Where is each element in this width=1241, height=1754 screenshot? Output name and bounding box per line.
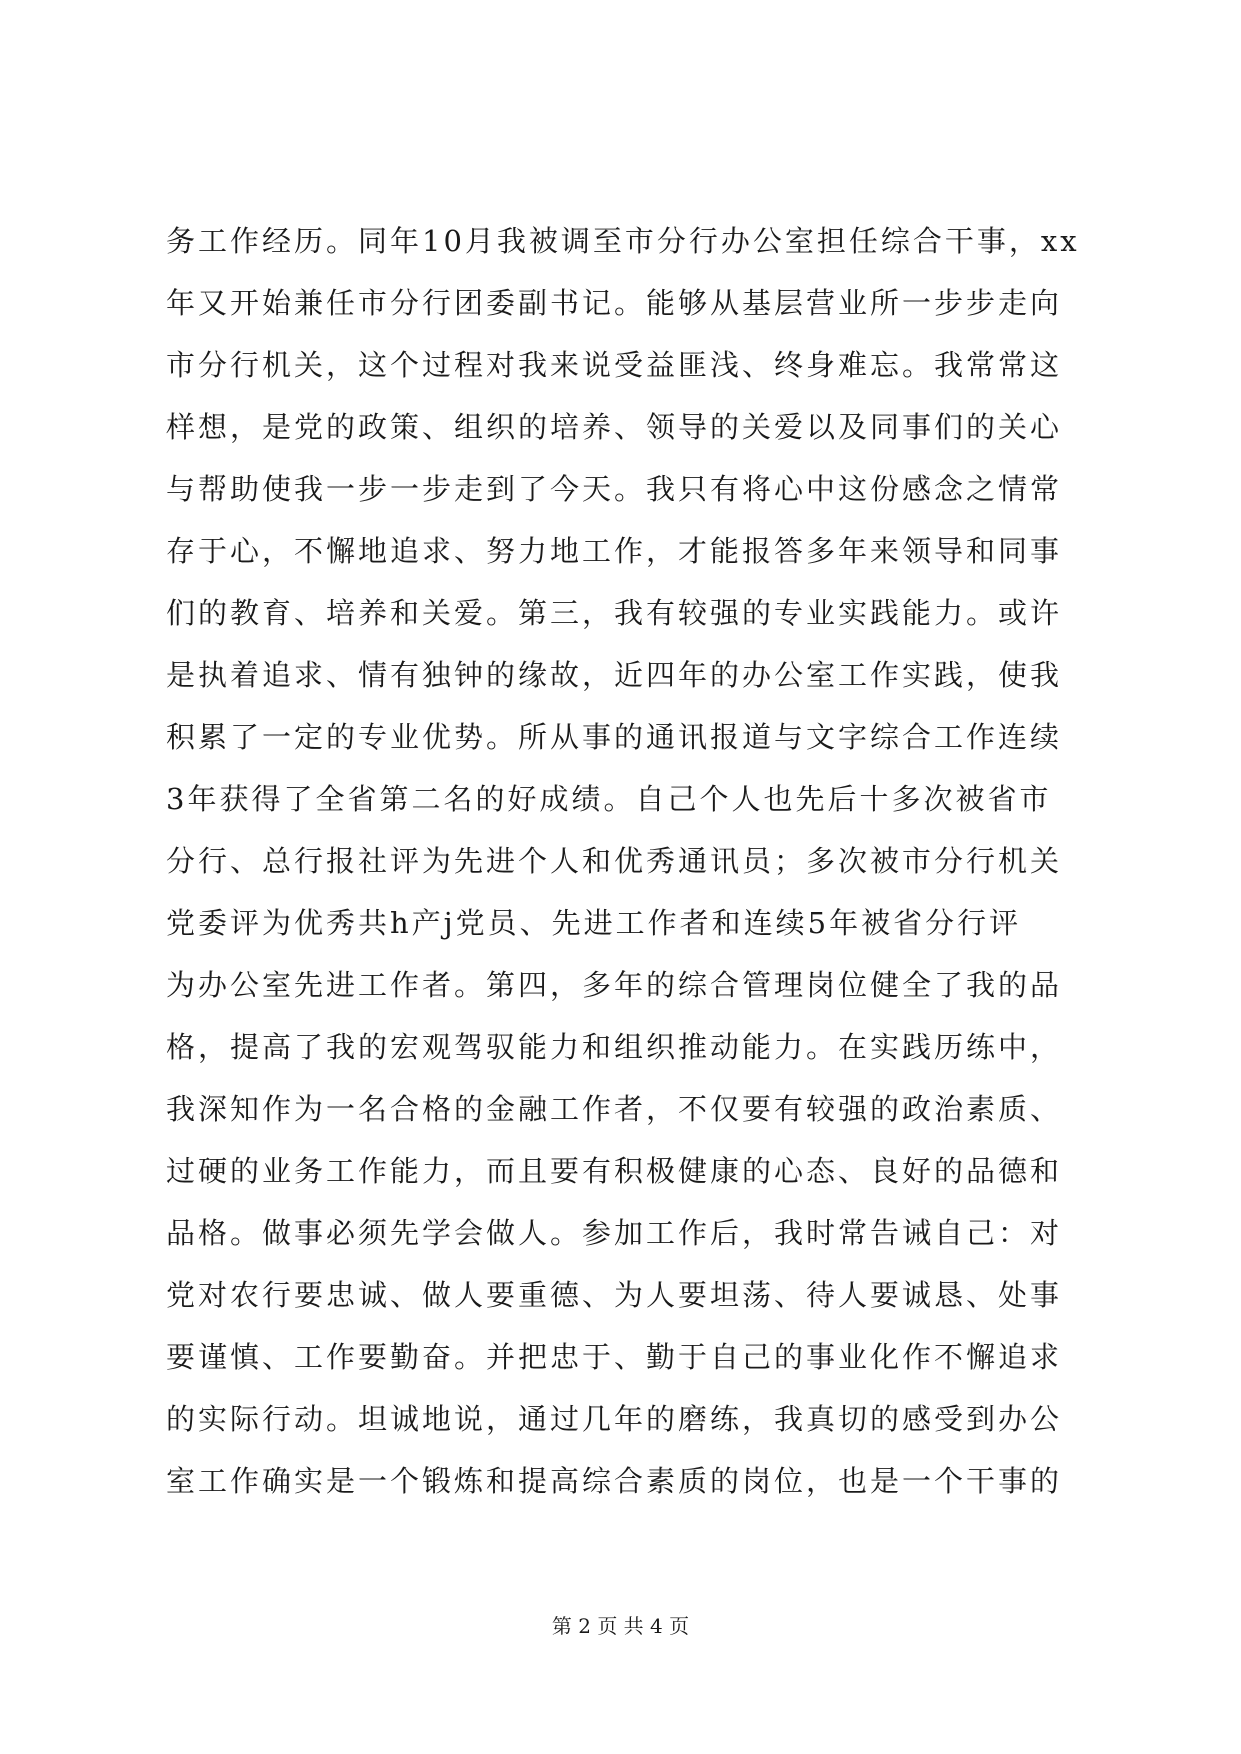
text-line: 是执着追求、情有独钟的缘故，近四年的办公室工作实践，使我: [166, 658, 1063, 692]
text-line: 的实际行动。坦诚地说，通过几年的磨练，我真切的感受到办公: [166, 1402, 1063, 1436]
text-line: 党委评为优秀共h产j党员、先进工作者和连续5年被省分行评: [166, 906, 1022, 940]
text-line: 年又开始兼任市分行团委副书记。能够从基层营业所一步步走向: [166, 286, 1063, 320]
text-line: 分行、总行报社评为先进个人和优秀通讯员；多次被市分行机关: [166, 844, 1063, 878]
text-line: 们的教育、培养和关爱。第三，我有较强的专业实践能力。或许: [166, 596, 1063, 630]
text-line: 格，提高了我的宏观驾驭能力和组织推动能力。在实践历练中，: [166, 1030, 1063, 1064]
text-line: 市分行机关，这个过程对我来说受益匪浅、终身难忘。我常常这: [166, 348, 1063, 382]
text-line: 样想，是党的政策、组织的培养、领导的关爱以及同事们的关心: [166, 410, 1063, 444]
text-line: 过硬的业务工作能力，而且要有积极健康的心态、良好的品德和: [166, 1154, 1063, 1188]
text-line: 3年获得了全省第二名的好成绩。自己个人也先后十多次被省市: [166, 782, 1052, 816]
text-line: 党对农行要忠诚、做人要重德、为人要坦荡、待人要诚恳、处事: [166, 1278, 1063, 1312]
text-line: 与帮助使我一步一步走到了今天。我只有将心中这份感念之情常: [166, 472, 1063, 506]
text-line: 积累了一定的专业优势。所从事的通讯报道与文字综合工作连续: [166, 720, 1063, 754]
text-line: 室工作确实是一个锻炼和提高综合素质的岗位，也是一个干事的: [166, 1464, 1063, 1498]
text-line: 为办公室先进工作者。第四，多年的综合管理岗位健全了我的品: [166, 968, 1063, 1002]
text-line: 品格。做事必须先学会做人。参加工作后，我时常告诫自己：对: [166, 1216, 1063, 1250]
text-line: 务工作经历。同年10月我被调至市分行办公室担任综合干事，xx: [166, 224, 1080, 258]
text-line: 我深知作为一名合格的金融工作者，不仅要有较强的政治素质、: [166, 1092, 1063, 1126]
text-line: 要谨慎、工作要勤奋。并把忠于、勤于自己的事业化作不懈追求: [166, 1340, 1063, 1374]
text-line: 存于心，不懈地追求、努力地工作，才能报答多年来领导和同事: [166, 534, 1063, 568]
page-number-footer: 第 2 页 共 4 页: [551, 1614, 690, 1638]
body-text: [166, 210, 1086, 1512]
